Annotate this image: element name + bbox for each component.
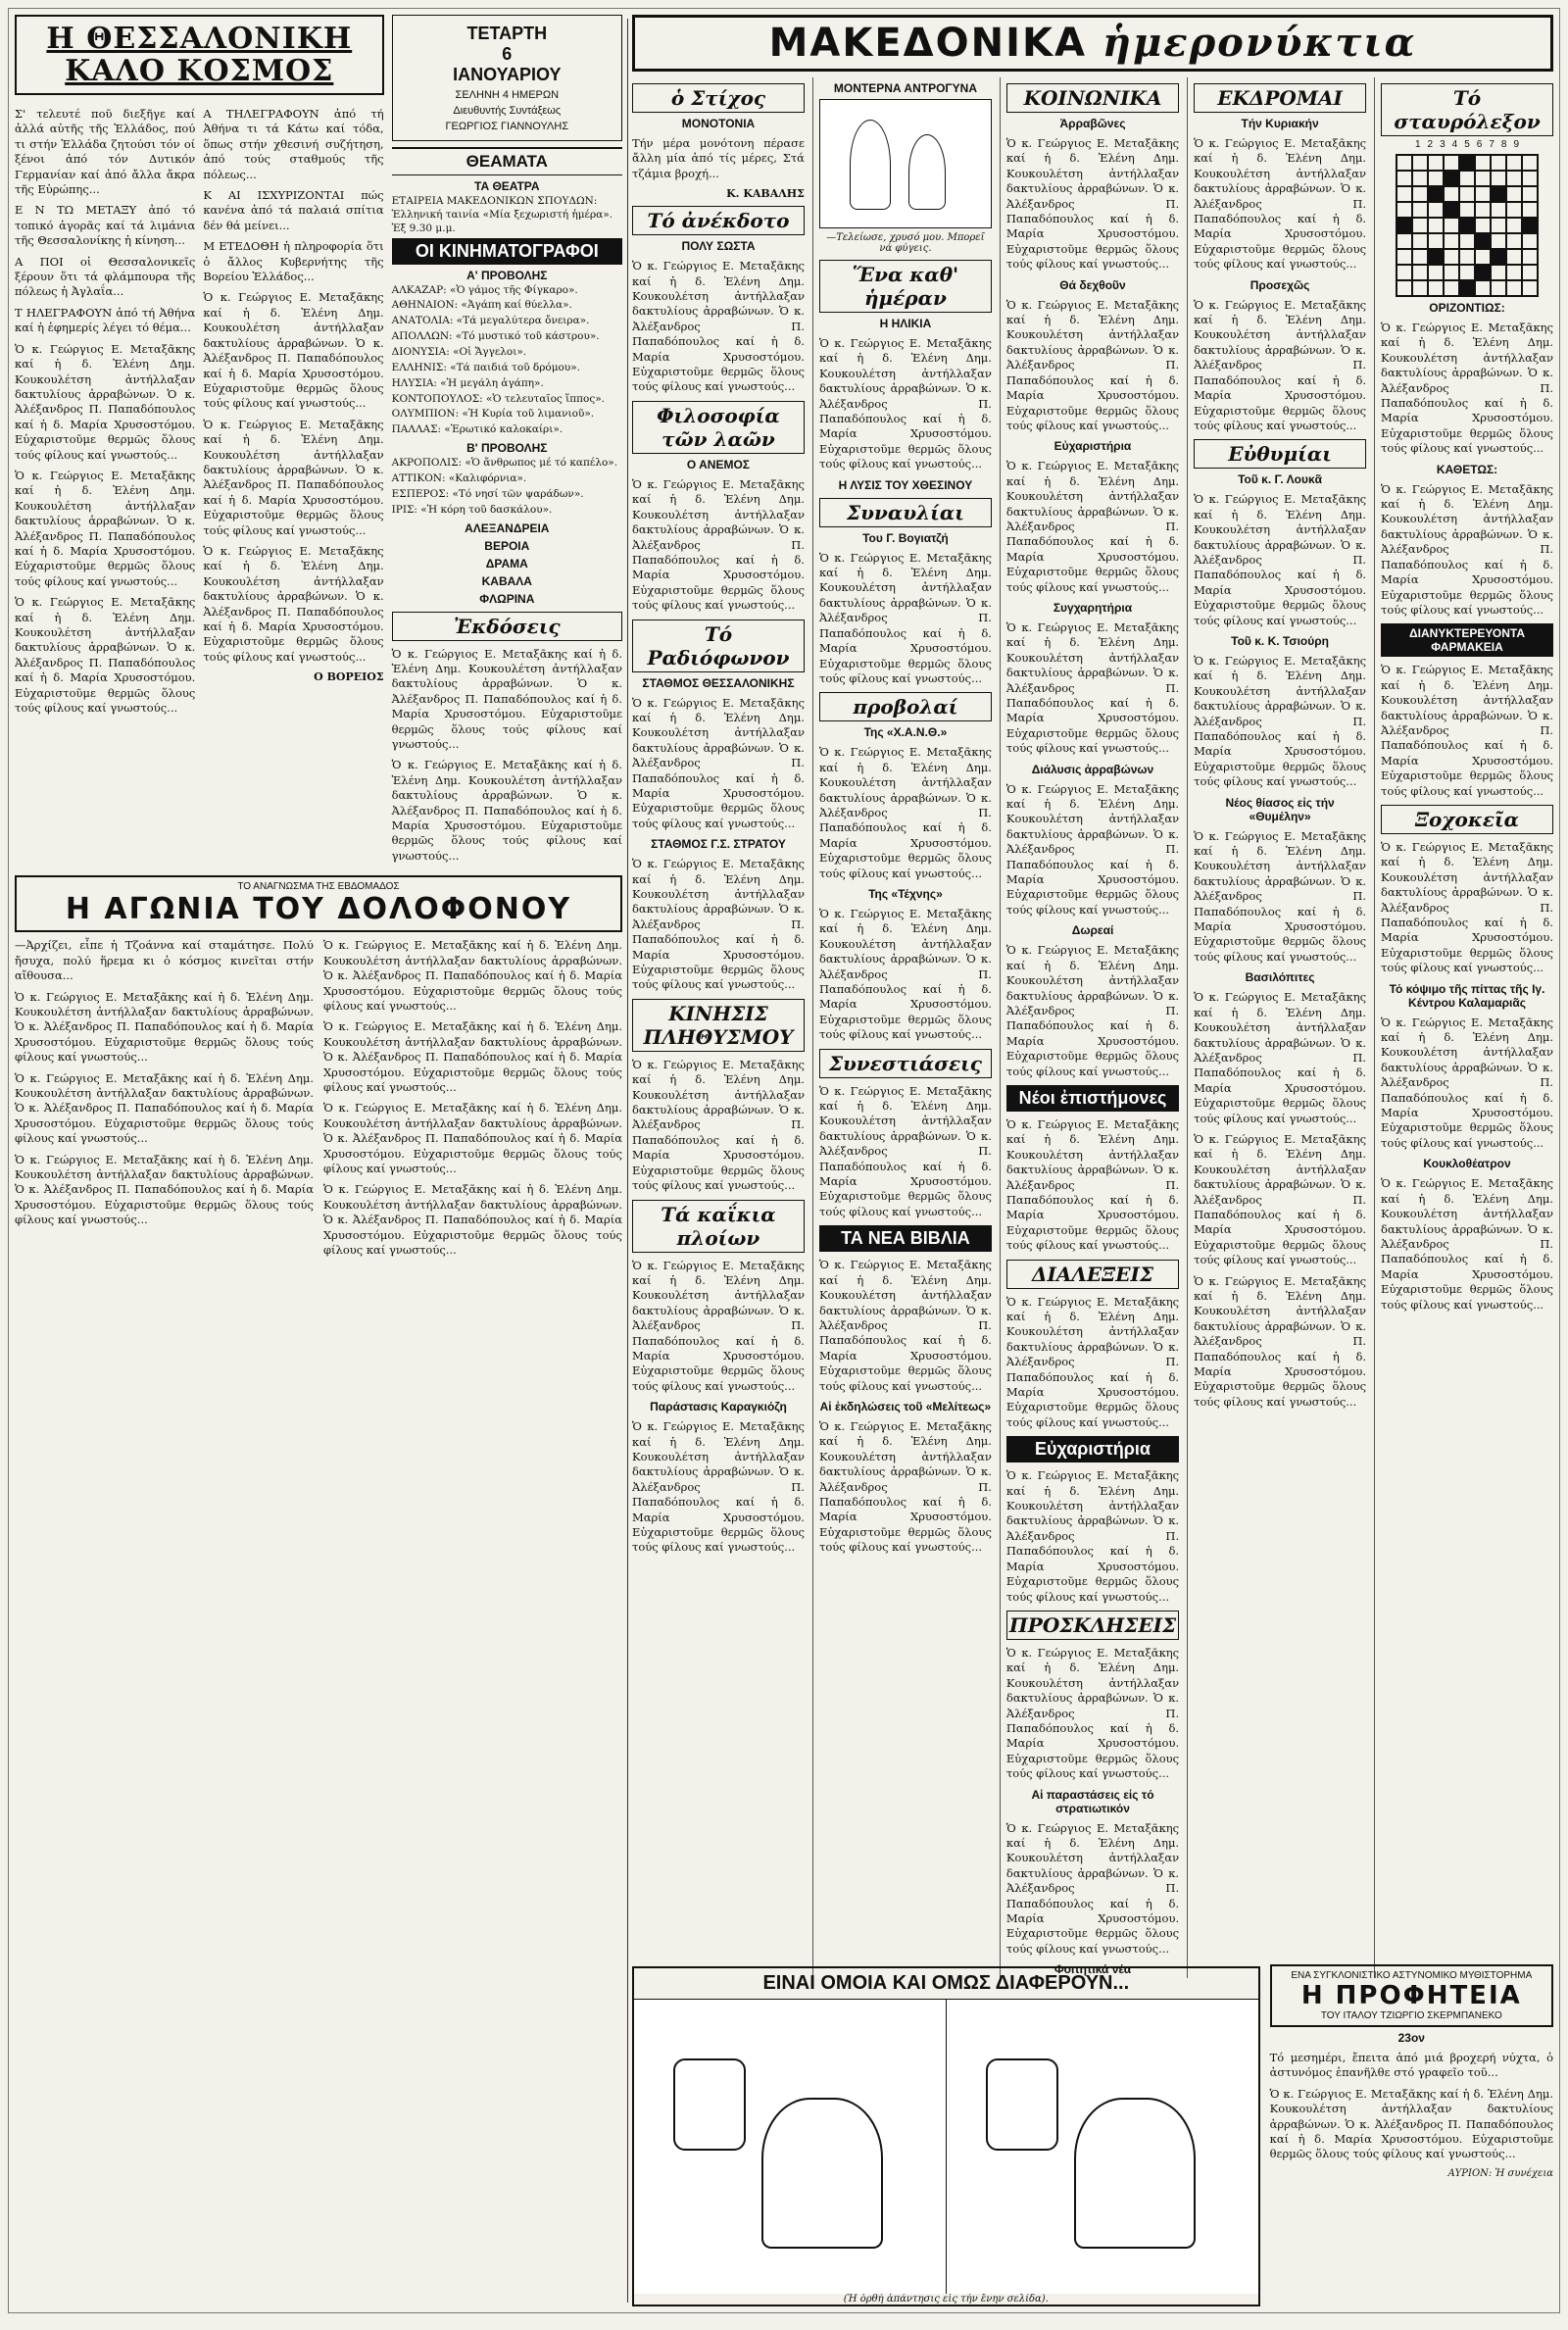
column-b [812, 77, 992, 1978]
filler-text: Ὁ κ. Γεώργιος Ε. Μεταξᾶκης καί ἡ δ. Ἑλένη Δημ. Κουκουλέτση ἀντήλλαξαν δακτυλίους ἀρραβώνων. Ὁ κ. Ἀλέξανδρος Π. Παπαδόπουλος καί ἡ δ. Μαρία Χρυσοστόμου. Εὐχαριστοῦμε θερμῶς ὅλους τούς φίλους καί γνωστούς... [1381, 481, 1553, 617]
filler-text: Ὁ κ. Γεώργιος Ε. Μεταξᾶκης καί ἡ δ. Ἑλένη Δημ. Κουκουλέτση ἀντήλλαξαν δακτυλίους ἀρραβώνων. Ὁ κ. Ἀλέξανδρος Π. Παπαδόπουλος καί ἡ δ. Μαρία Χρυσοστόμου. Εὐχαριστοῦμε θερμῶς ὅλους τούς φίλους καί γνωστούς... [1005, 459, 1180, 594]
crossword-cell [1491, 155, 1506, 171]
crossword-cell [1506, 280, 1522, 296]
crossword-cell [1475, 186, 1491, 202]
crossword-cell [1475, 249, 1491, 265]
crossword-cell [1506, 249, 1522, 265]
filler-text: Ὁ κ. Γεώργιος Ε. Μεταξᾶκης καί ἡ δ. Ἑλένη Δημ. Κουκουλέτση ἀντήλλαξαν δακτυλίους ἀρραβώνων. Ὁ κ. Ἀλέξανδρος Π. Παπαδόπουλος καί ἡ δ. Μαρία Χρυσοστόμου. Εὐχαριστοῦμε θερμῶς ὅλους τούς φίλους καί γνωστούς... [1381, 839, 1553, 975]
theatre-text: ΕΤΑΙΡΕΙΑ ΜΑΚΕΔΟΝΙΚΩΝ ΣΠΟΥΔΩΝ: Ἑλληνική ταινία «Μία ξεχωριστή ἡμέρα». Ἐξ 9.30 μ.μ. [391, 195, 613, 234]
ekdilioseis-title: Αἱ ἐκδηλώσεις τοῦ «Μελίτεως» [819, 1399, 992, 1413]
crossword-cell [1428, 280, 1444, 296]
moderna-label: ΜΟΝΤΕΡΝΑ ΑΝΤΡΟΓΥΝΑ [833, 81, 977, 95]
column-d [1187, 77, 1366, 1978]
new-books-head: ΤΑ ΝΕΑ ΒΙΒΛΙΑ [819, 1225, 992, 1252]
filler-text: Ὁ κ. Γεώργιος Ε. Μεταξᾶκης καί ἡ δ. Ἑλένη Δημ. Κουκουλέτση ἀντήλλαξαν δακτυλίους ἀρραβώνων. Ὁ κ. Ἀλέξανδρος Π. Παπαδόπουλος καί ἡ δ. Μαρία Χρυσοστόμου. Εὐχαριστοῦμε θερμῶς ὅλους τούς φίλους καί γνωστούς... [323, 1182, 622, 1258]
article-7: Μ ΕΤΕΔΟΘΗ ἡ πληροφορία ὅτι ὁ ἄλλος Κυβερνήτης τῆς Βορείου Ἑλλάδος... [203, 239, 384, 284]
novel-text: Τό μεσημέρι, ἔπειτα ἀπό μιά βροχερή νύχτα, ὁ ἀστυνόμος ἐπανῆλθε στό γραφεῖο τοῦ... [1269, 2051, 1553, 2080]
synestiaseis-logo: Συνεστιάσεις [819, 1049, 992, 1078]
crossword-cell [1459, 171, 1475, 186]
crossword-cell [1428, 186, 1444, 202]
ekdromai-logo: ΕΚΔΡΟΜΑΙ [1194, 83, 1366, 113]
crossword-cell [1444, 218, 1459, 233]
right-page [632, 15, 1553, 2306]
filler-text: Ὁ κ. Γεώργιος Ε. Μεταξᾶκης καί ἡ δ. Ἑλένη Δημ. Κουκουλέτση ἀντήλλαξαν δακτυλίους ἀρραβώνων. Ὁ κ. Ἀλέξανδρος Π. Παπαδόπουλος καί ἡ δ. Μαρία Χρυσοστόμου. Εὐχαριστοῦμε θερμῶς ὅλους τούς φίλους καί γνωστούς... [632, 857, 805, 992]
crossword-cell [1412, 233, 1428, 249]
newspaper-page [8, 8, 1560, 2313]
crossword-cell [1396, 249, 1412, 265]
crossword-cell [1396, 280, 1412, 296]
left-page [15, 15, 622, 2306]
crossword-cell [1522, 280, 1538, 296]
novel-next: ΑΥΡΙΟΝ: Ἡ συνέχεια [1447, 2167, 1553, 2179]
crossword-cell [1444, 249, 1459, 265]
diff-panel-left [634, 2000, 947, 2294]
synavlia-title: Του Γ. Βογιατζή [862, 530, 949, 545]
crossword-cell [1491, 202, 1506, 218]
crossword-cell [1444, 171, 1459, 186]
crossword-cell [1459, 249, 1475, 265]
filler-text: Ὁ κ. Γεώργιος Ε. Μεταξᾶκης καί ἡ δ. Ἑλένη Δημ. Κουκουλέτση ἀντήλλαξαν δακτυλίους ἀρραβώνων. Ὁ κ. Ἀλέξανδρος Π. Παπαδόπουλος καί ἡ δ. Μαρία Χρυσοστόμου. Εὐχαριστοῦμε θερμῶς ὅλους τούς φίλους καί γνωστούς... [1194, 1273, 1367, 1409]
crossword-cell [1459, 280, 1475, 296]
province-head: ΦΛΩΡΙΝΑ [479, 591, 535, 606]
crossword-cell [1412, 155, 1428, 171]
crossword-cell [1506, 218, 1522, 233]
cinema-sub-1: Α' ΠΡΟΒΟΛΗΣ [466, 268, 548, 282]
cinema-list-2 [392, 457, 622, 517]
crossword-cell [1444, 280, 1459, 296]
crossword-cell [1412, 280, 1428, 296]
filler-text: Ὁ κ. Γεώργιος Ε. Μεταξᾶκης καί ἡ δ. Ἑλένη Δημ. Κουκουλέτση ἀντήλλαξαν δακτυλίους ἀρραβώνων. Ὁ κ. Ἀλέξανδρος Π. Παπαδόπουλος καί ἡ δ. Μαρία Χρυσοστόμου. Εὐχαριστοῦμε θερμῶς ὅλους τούς φίλους καί γνωστούς... [818, 906, 992, 1042]
crossword-cell [1506, 171, 1522, 186]
crossword-cell [1412, 218, 1428, 233]
crossword-cell [1475, 218, 1491, 233]
filler-text: Ὁ κ. Γεώργιος Ε. Μεταξᾶκης καί ἡ δ. Ἑλένη Δημ. Κουκουλέτση ἀντήλλαξαν δακτυλίους ἀρραβώνων. Ὁ κ. Ἀλέξανδρος Π. Παπαδόπουλος καί ἡ δ. Μαρία Χρυσοστόμου. Εὐχαριστοῦμε θερμῶς ὅλους τούς φίλους καί γνωστούς... [632, 695, 805, 830]
crossword-cell [1522, 233, 1538, 249]
cinema-item: ΔΙΟΝΥΣΙΑ: «Οἱ Ἄγγελοι». [391, 346, 527, 359]
crossword-cell [1506, 202, 1522, 218]
farmakeia-head: ΔΙΑΝΥΚΤΕΡΕΥΟΝΤΑ ΦΑΡΜΑΚΕΙΑ [1381, 623, 1553, 657]
crossword-cell [1506, 155, 1522, 171]
article-4: Α ΠΟΙ οἱ Θεσσαλονικεῖς ξέρουν ὅτι τά φλάμπουρα τῆς πόλεως ἡ Ἀγλαΐα... [15, 254, 196, 299]
eucharistiria: Εὐχαριστήρια [1054, 439, 1132, 454]
foititika: Φοιτητικά νέα [1054, 1962, 1132, 1977]
filler-text: Ὁ κ. Γεώργιος Ε. Μεταξᾶκης καί ἡ δ. Ἑλένη Δημ. Κουκουλέτση ἀντήλλαξαν δακτυλίους ἀρραβώνων. Ὁ κ. Ἀλέξανδρος Π. Παπαδόπουλος καί ἡ δ. Μαρία Χρυσοστόμου. Εὐχαριστοῦμε θερμῶς ὅλους τούς φίλους καί γνωστούς... [15, 341, 196, 462]
date-box [392, 15, 622, 141]
theatre-sub: ΤΑ ΘΕΑΤΡΑ [474, 179, 540, 193]
philosophia-logo: Φιλοσοφία τῶν λαῶν [632, 401, 805, 454]
crossword-cell [1475, 265, 1491, 280]
article-2: Α ΤΗΛΕΓΡΑΦΟΥΝ ἀπό τή Ἀθήνα τι τά Κάτω καί τόδα, ὅπως στήν χθεσινή συζήτηση, ἀπό τούς σταθμούς τῆς πόλεως... [203, 107, 384, 181]
filler-text: Ὁ κ. Γεώργιος Ε. Μεταξᾶκης καί ἡ δ. Ἑλένη Δημ. Κουκουλέτση ἀντήλλαξαν δακτυλίους ἀρραβώνων. Ὁ κ. Ἀλέξανδρος Π. Παπαδόπουλος καί ἡ δ. Μαρία Χρυσοστόμου. Εὐχαριστοῦμε θερμῶς ὅλους τούς φίλους καί γνωστούς... [632, 476, 805, 613]
crossword-cell [1444, 233, 1459, 249]
crossword-cell [1459, 155, 1475, 171]
crossword-cell [1491, 265, 1506, 280]
tha-dechthoun: Θά δεχθοῦν [1059, 277, 1126, 292]
filler-text: Ὁ κ. Γεώργιος Ε. Μεταξᾶκης καί ἡ δ. Ἑλένη Δημ. Κουκουλέτση ἀντήλλαξαν δακτυλίους ἀρραβώνων. Ὁ κ. Ἀλέξανδρος Π. Παπαδόπουλος καί ἡ δ. Μαρία Χρυσοστόμου. Εὐχαριστοῦμε θερμῶς ὅλους τούς φίλους καί γνωστούς... [1005, 297, 1180, 432]
crossword-cell [1506, 265, 1522, 280]
synavlia-logo: Συναυλίαι [819, 498, 992, 527]
cartoon-illustration [819, 99, 992, 228]
filler-text: Ὁ κ. Γεώργιος Ε. Μεταξᾶκης καί ἡ δ. Ἑλένη Δημ. Κουκουλέτση ἀντήλλαξαν δακτυλίους ἀρραβώνων. Ὁ κ. Ἀλέξανδρος Π. Παπαδόπουλος καί ἡ δ. Μαρία Χρυσοστόμου. Εὐχαριστοῦμε θερμῶς ὅλους τούς φίλους καί γνωστούς... [1381, 1176, 1553, 1312]
filler-text: Ὁ κ. Γεώργιος Ε. Μεταξᾶκης καί ἡ δ. Ἑλένη Δημ. Κουκουλέτση ἀντήλλαξαν δακτυλίους ἀρραβώνων. Ὁ κ. Ἀλέξανδρος Π. Παπαδόπουλος καί ἡ δ. Μαρία Χρυσοστόμου. Εὐχαριστοῦμε θερμῶς ὅλους τούς φίλους καί γνωστούς... [1194, 1131, 1367, 1267]
novel-block [1270, 1958, 1553, 2306]
crossword-grid [1396, 154, 1539, 297]
serial-text: —Ἀρχίζει, εἶπε ἡ Τζοάννα καί σταμάτησε. Πολύ ἤσυχα, πολύ ἥρεμα κι ὁ κόσμος κινεῖται στήν αἴθουσα... [15, 938, 314, 983]
crossword-cell [1459, 186, 1475, 202]
kopsimo: Τό κόψιμο τῆς πίττας τῆς Ιγ. Κέντρου Καλαμαριᾶς [1389, 981, 1545, 1010]
ploia-logo: Τά καΐκια πλοίων [632, 1200, 805, 1253]
filler-text: Ὁ κ. Γεώργιος Ε. Μεταξᾶκης καί ἡ δ. Ἑλένη Δημ. Κουκουλέτση ἀντήλλαξαν δακτυλίους ἀρραβώνων. Ὁ κ. Ἀλέξανδρος Π. Παπαδόπουλος καί ἡ δ. Μαρία Χρυσοστόμου. Εὐχαριστοῦμε θερμῶς ὅλους τούς φίλους καί γνωστούς... [1005, 1468, 1180, 1604]
crossword-num: 6 [1476, 139, 1483, 150]
crossword-num: 4 [1451, 139, 1458, 150]
crossword-num: 3 [1440, 139, 1446, 150]
filler-text: Ὁ κ. Γεώργιος Ε. Μεταξᾶκης καί ἡ δ. Ἑλένη Δημ. Κουκουλέτση ἀντήλλαξαν δακτυλίους ἀρραβώνων. Ὁ κ. Ἀλέξανδρος Π. Παπαδόπουλος καί ἡ δ. Μαρία Χρυσοστόμου. Εὐχαριστοῦμε θερμῶς ὅλους τούς φίλους καί γνωστούς... [632, 259, 805, 394]
filler-text: Ὁ κ. Γεώργιος Ε. Μεταξᾶκης καί ἡ δ. Ἑλένη Δημ. Κουκουλέτση ἀντήλλαξαν δακτυλίους ἀρραβώνων. Ὁ κ. Ἀλέξανδρος Π. Παπαδόπουλος καί ἡ δ. Μαρία Χρυσοστόμου. Εὐχαριστοῦμε θερμῶς ὅλους τούς φίλους καί γνωστούς... [15, 989, 314, 1065]
stichos-logo: ὁ Στίχος [632, 83, 805, 113]
crossword-cell [1396, 155, 1412, 171]
karagiozis-title: Παράστασις Καραγκιόζη [650, 1400, 787, 1414]
filler-text: Ὁ κ. Γεώργιος Ε. Μεταξᾶκης καί ἡ δ. Ἑλένη Δημ. Κουκουλέτση ἀντήλλαξαν δακτυλίους ἀρραβώνων. Ὁ κ. Ἀλέξανδρος Π. Παπαδόπουλος καί ἡ δ. Μαρία Χρυσοστόμου. Εὐχαριστοῦμε θερμῶς ὅλους τούς φίλους καί γνωστούς... [1194, 136, 1367, 272]
province-head: ΑΛΕΞΑΝΔΡΕΙΑ [465, 521, 550, 535]
crossword-cell [1396, 202, 1412, 218]
article-3: Ε Ν ΤΩ ΜΕΤΑΞΥ ἀπό τό τοπικό ἀγορᾶς καί τά λιμάνια τῆς Θεσσαλονίκης ἡ κίνηση... [15, 203, 196, 248]
crossword-cell [1428, 265, 1444, 280]
lysi-label: Η ΛΥΣΙΣ ΤΟΥ ΧΘΕΣΙΝΟΥ [838, 477, 973, 492]
tsiouri: Τοῦ κ. Κ. Τσιούρη [1231, 633, 1329, 648]
kathimerina-logo: Ἕνα καθ' ἡμέραν [819, 260, 992, 313]
crossword-num: 9 [1513, 139, 1520, 150]
filler-text: Ὁ κ. Γεώργιος Ε. Μεταξᾶκης καί ἡ δ. Ἑλένη Δημ. Κουκουλέτση ἀντήλλαξαν δακτυλίους ἀρραβώνων. Ὁ κ. Ἀλέξανδρος Π. Παπαδόπουλος καί ἡ δ. Μαρία Χρυσοστόμου. Εὐχαριστοῦμε θερμῶς ὅλους τούς φίλους καί γνωστούς... [15, 1070, 314, 1146]
crossword-cell [1522, 218, 1538, 233]
article-5: Τ ΗΛΕΓΡΑΦΟΥΝ ἀπό τή Ἀθήνα καί ἡ ἐφημερίς λέγει τό θέμα... [15, 305, 196, 335]
filler-text: Ὁ κ. Γεώργιος Ε. Μεταξᾶκης καί ἡ δ. Ἑλένη Δημ. Κουκουλέτση ἀντήλλαξαν δακτυλίους ἀρραβώνων. Ὁ κ. Ἀλέξανδρος Π. Παπαδόπουλος καί ἡ δ. Μαρία Χρυσοστόμου. Εὐχαριστοῦμε θερμῶς ὅλους τούς φίλους καί γνωστούς... [15, 1152, 314, 1227]
filler-text: Ὁ κ. Γεώργιος Ε. Μεταξᾶκης καί ἡ δ. Ἑλένη Δημ. Κουκουλέτση ἀντήλλαξαν δακτυλίους ἀρραβώνων. Ὁ κ. Ἀλέξανδρος Π. Παπαδόπουλος καί ἡ δ. Μαρία Χρυσοστόμου. Εὐχαριστοῦμε θερμῶς ὅλους τούς φίλους καί γνωστούς... [1005, 943, 1180, 1078]
crossword-cell [1459, 218, 1475, 233]
crossword-numbers [1381, 139, 1553, 150]
cinema-item: ΑΤΤΙΚΟΝ: «Καλιφόρνια». [391, 472, 527, 485]
katheta: ΚΑΘΕΤΩΣ: [1436, 462, 1498, 476]
column-title: Η ΘΕΣΣΑΛΟΝΙΚΗ ΚΑΛΟ ΚΟΣΜΟΣ [15, 15, 384, 95]
filler-text: Ὁ κ. Γεώργιος Ε. Μεταξᾶκης καί ἡ δ. Ἑλένη Δημ. Κουκουλέτση ἀντήλλαξαν δακτυλίους ἀρραβώνων. Ὁ κ. Ἀλέξανδρος Π. Παπαδόπουλος καί ἡ δ. Μαρία Χρυσοστόμου. Εὐχαριστοῦμε θερμῶς ὅλους τούς φίλους καί γνωστούς... [818, 550, 992, 685]
filler-text: Ὁ κ. Γεώργιος Ε. Μεταξᾶκης καί ἡ δ. Ἑλένη Δημ. Κουκουλέτση ἀντήλλαξαν δακτυλίους ἀρραβώνων. Ὁ κ. Ἀλέξανδρος Π. Παπαδόπουλος καί ἡ δ. Μαρία Χρυσοστόμου. Εὐχαριστοῦμε θερμῶς ὅλους τούς φίλους καί γνωστούς... [1381, 1015, 1553, 1150]
crossword-cell [1396, 186, 1412, 202]
crossword-cell [1412, 171, 1428, 186]
orizontios: ΟΡΙΖΟΝΤΙΩΣ: [1429, 301, 1505, 315]
article-1: Σ' τελευτέ ποῦ διεξῆγε καί ἀλλά αὐτῆς τῆς Ἑλλάδος, πού τι στήν Ἑλλάδα ζητούσι τόν οί ξένοι ἀπό τόν Δυτικόν Γερμανίαν καί ἀπό ἄλλα ἄκρα τῆς Εὐρώπης... [15, 107, 196, 197]
prosexos: Προσεχῶς [1250, 277, 1310, 292]
date-day: ΤΕΤΑΡΤΗ [466, 24, 548, 43]
crossword-cell [1412, 202, 1428, 218]
cinema-item: ΚΟΝΤΟΠΟΥΛΟΣ: «Ὁ τελευταῖος ἵππος». [391, 392, 605, 405]
crossword-cell [1475, 171, 1491, 186]
diff-caption: (Ἡ ὀρθή ἀπάντησις εἰς τήν ἔνην σελίδα). [843, 2294, 1049, 2305]
crossword-cell [1522, 202, 1538, 218]
oxokeia-logo: Ξοχοκεῖα [1381, 805, 1553, 834]
diff-panel-right [947, 2000, 1258, 2294]
filler-text: Ὁ κ. Γεώργιος Ε. Μεταξᾶκης καί ἡ δ. Ἑλένη Δημ. Κουκουλέτση ἀντήλλαξαν δακτυλίους ἀρραβώνων. Ὁ κ. Ἀλέξανδρος Π. Παπαδόπουλος καί ἡ δ. Μαρία Χρυσοστόμου. Εὐχαριστοῦμε θερμῶς ὅλους τούς φίλους καί γνωστούς... [203, 543, 384, 664]
crossword-cell [1444, 265, 1459, 280]
lousa: Τοῦ κ. Γ. Λουκᾶ [1238, 472, 1323, 487]
filler-text: Ὁ κ. Γεώργιος Ε. Μεταξᾶκης καί ἡ δ. Ἑλένη Δημ. Κουκουλέτση ἀντήλλαξαν δακτυλίους ἀρραβώνων. Ὁ κ. Ἀλέξανδρος Π. Παπαδόπουλος καί ἡ δ. Μαρία Χρυσοστόμου. Εὐχαριστοῦμε θερμῶς ὅλους τούς φίλους καί γνωστούς... [818, 1258, 992, 1393]
stichos-sig: Κ. ΚΑΒΑΛΗΣ [726, 187, 805, 201]
filler-text: Ὁ κ. Γεώργιος Ε. Μεταξᾶκης καί ἡ δ. Ἑλένη Δημ. Κουκουλέτση ἀντήλλαξαν δακτυλίους ἀρραβώνων. Ὁ κ. Ἀλέξανδρος Π. Παπαδόπουλος καί ἡ δ. Μαρία Χρυσοστόμου. Εὐχαριστοῦμε θερμῶς ὅλους τούς φίλους καί γνωστούς... [1194, 297, 1367, 432]
filler-text: Ὁ κ. Γεώργιος Ε. Μεταξᾶκης καί ἡ δ. Ἑλένη Δημ. Κουκουλέτση ἀντήλλαξαν δακτυλίους ἀρραβώνων. Ὁ κ. Ἀλέξανδρος Π. Παπαδόπουλος καί ἡ δ. Μαρία Χρυσοστόμου. Εὐχαριστοῦμε θερμῶς ὅλους τούς φίλους καί γνωστούς... [391, 758, 622, 863]
filler-text: Ὁ κ. Γεώργιος Ε. Μεταξᾶκης καί ἡ δ. Ἑλένη Δημ. Κουκουλέτση ἀντήλλαξαν δακτυλίους ἀρραβώνων. Ὁ κ. Ἀλέξανδρος Π. Παπαδόπουλος καί ἡ δ. Μαρία Χρυσοστόμου. Εὐχαριστοῦμε θερμῶς ὅλους τούς φίλους καί γνωστούς... [1269, 2086, 1553, 2161]
cinema-item: ΕΛΛΗΝΙΣ: «Τά παιδιά τοῦ δρόμου». [391, 361, 581, 373]
serial-label: ΤΟ ΑΝΑΓΝΩΣΜΑ ΤΗΣ ΕΒΔΟΜΑΔΟΣ [237, 881, 400, 893]
crossword-cell [1491, 186, 1506, 202]
filler-text: Ὁ κ. Γεώργιος Ε. Μεταξᾶκης καί ἡ δ. Ἑλένη Δημ. Κουκουλέτση ἀντήλλαξαν δακτυλίους ἀρραβώνων. Ὁ κ. Ἀλέξανδρος Π. Παπαδόπουλος καί ἡ δ. Μαρία Χρυσοστόμου. Εὐχαριστοῦμε θερμῶς ὅλους τούς φίλους καί γνωστούς... [1194, 990, 1367, 1125]
filler-text: Ὁ κ. Γεώργιος Ε. Μεταξᾶκης καί ἡ δ. Ἑλένη Δημ. Κουκουλέτση ἀντήλλαξαν δακτυλίους ἀρραβώνων. Ὁ κ. Ἀλέξανδρος Π. Παπαδόπουλος καί ἡ δ. Μαρία Χρυσοστόμου. Εὐχαριστοῦμε θερμῶς ὅλους τούς φίλους καί γνωστούς... [203, 290, 384, 411]
serial-header [15, 875, 622, 932]
filler-text: Ὁ κ. Γεώργιος Ε. Μεταξᾶκης καί ἡ δ. Ἑλένη Δημ. Κουκουλέτση ἀντήλλαξαν δακτυλίους ἀρραβώνων. Ὁ κ. Ἀλέξανδρος Π. Παπαδόπουλος καί ἡ δ. Μαρία Χρυσοστόμου. Εὐχαριστοῦμε θερμῶς ὅλους τούς φίλους καί γνωστούς... [1194, 828, 1367, 964]
crossword-cell [1428, 218, 1444, 233]
filler-text: Ὁ κ. Γεώργιος Ε. Μεταξᾶκης καί ἡ δ. Ἑλένη Δημ. Κουκουλέτση ἀντήλλαξαν δακτυλίους ἀρραβώνων. Ὁ κ. Ἀλέξανδρος Π. Παπαδόπουλος καί ἡ δ. Μαρία Χρυσοστόμου. Εὐχαριστοῦμε θερμῶς ὅλους τούς φίλους καί γνωστούς... [1194, 492, 1367, 627]
crossword-num: 2 [1427, 139, 1434, 150]
banner [632, 15, 1553, 72]
kiniseis-logo: ΚΙΝΗΣΙΣ ΠΛΗΘΥΣΜΟΥ [632, 999, 805, 1052]
cartoon-caption: —Τελείωσε, χρυσό μου. Μπορεῖ νά φύγεις. [826, 232, 985, 254]
cinema-sub-2: Β' ΠΡΟΒΟΛΗΣ [466, 441, 548, 456]
filler-text: Ὁ κ. Γεώργιος Ε. Μεταξᾶκης καί ἡ δ. Ἑλένη Δημ. Κουκουλέτση ἀντήλλαξαν δακτυλίους ἀρραβώνων. Ὁ κ. Ἀλέξανδρος Π. Παπαδόπουλος καί ἡ δ. Μαρία Χρυσοστόμου. Εὐχαριστοῦμε θερμῶς ὅλους τούς φίλους καί γνωστούς... [323, 938, 622, 1013]
filler-text: Ὁ κ. Γεώργιος Ε. Μεταξᾶκης καί ἡ δ. Ἑλένη Δημ. Κουκουλέτση ἀντήλλαξαν δακτυλίους ἀρραβώνων. Ὁ κ. Ἀλέξανδρος Π. Παπαδόπουλος καί ἡ δ. Μαρία Χρυσοστόμου. Εὐχαριστοῦμε θερμῶς ὅλους τούς φίλους καί γνωστούς... [391, 646, 622, 752]
province-head: ΚΑΒΑΛΑ [481, 573, 532, 588]
crossword-cell [1444, 202, 1459, 218]
province-head: ΔΡΑΜΑ [485, 556, 528, 570]
crossword-cell [1428, 171, 1444, 186]
theatre-head: ΘΕΑΜΑΤΑ [392, 147, 622, 175]
crossword-cell [1491, 249, 1506, 265]
cinema-head: ΟΙ ΚΙΝΗΜΑΤΟΓΡΑΦΟΙ [392, 238, 622, 265]
neos-thiasos: Νέος θίασος εἰς τήν «Θυμέλην» [1225, 795, 1335, 823]
article-6: Κ ΑΙ ΙΣΧΥΡΙΖΟΝΤΑΙ πώς κανένα ἀπό τά παλαιά σπίτια δέν θά μείνει... [203, 188, 384, 232]
efthymies-logo: Εὐθυμίαι [1194, 439, 1366, 469]
cinema-item: ΠΑΛΛΑΣ: «Ἐρωτικό καλοκαίρι». [391, 423, 564, 436]
differences-puzzle [632, 1966, 1260, 2306]
dorea: Δωρεαί [1071, 923, 1114, 938]
cinema-item: ΑΚΡΟΠΟΛΙΣ: «Ὁ ἄνθρωπος μέ τό καπέλο». [391, 457, 618, 470]
signature: Ο ΒΟΡΕΙΟΣ [314, 670, 384, 684]
editor-name: ΓΕΩΡΓΙΟΣ ΓΙΑΝΝΟΥΛΗΣ [445, 121, 569, 132]
crossword-num: 5 [1464, 139, 1470, 150]
diff-title: ΕΙΝΑΙ ΟΜΟΙΑ ΚΑΙ ΟΜΩΣ ΔΙΑΦΕΡΟΥΝ... [634, 1968, 1258, 2000]
cinema-item: ΙΡΙΣ: «Ἡ κόρη τοῦ δασκάλου». [391, 503, 553, 516]
date-note: ΣΕΛΗΝΗ 4 ΗΜΕΡΩΝ [455, 89, 560, 101]
crossword-cell [1428, 202, 1444, 218]
novel-label: ΕΝΑ ΣΥΓΚΛΟΝΙΣΤΙΚΟ ΑΣΤΥΝΟΜΙΚΟ ΜΥΘΙΣΤΟΡΗΜΑ [1291, 1970, 1533, 1981]
filler-text: Ὁ κ. Γεώργιος Ε. Μεταξᾶκης καί ἡ δ. Ἑλένη Δημ. Κουκουλέτση ἀντήλλαξαν δακτυλίους ἀρραβώνων. Ὁ κ. Ἀλέξανδρος Π. Παπαδόπουλος καί ἡ δ. Μαρία Χρυσοστόμου. Εὐχαριστοῦμε θερμῶς ὅλους τούς φίλους καί γνωστούς... [1381, 321, 1553, 456]
cinema-item: ΑΘΗΝΑΙΟΝ: «Ἀγάπη καί θύελλα». [391, 299, 572, 312]
crossword-cell [1444, 155, 1459, 171]
radio-sub-1: ΣΤΑΘΜΟΣ ΘΕΣΣΑΛΟΝΙΚΗΣ [642, 675, 795, 690]
date-num: 6 [502, 44, 513, 64]
crossword-cell [1475, 155, 1491, 171]
filler-text: Ὁ κ. Γεώργιος Ε. Μεταξᾶκης καί ἡ δ. Ἑλένη Δημ. Κουκουλέτση ἀντήλλαξαν δακτυλίους ἀρραβώνων. Ὁ κ. Ἀλέξανδρος Π. Παπαδόπουλος καί ἡ δ. Μαρία Χρυσοστόμου. Εὐχαριστοῦμε θερμῶς ὅλους τούς φίλους καί γνωστούς... [1005, 1820, 1180, 1956]
koukla: Κουκλοθέατρον [1423, 1157, 1511, 1171]
crossword-cell [1522, 265, 1538, 280]
philosophia-title: Ο ΑΝΕΜΟΣ [686, 457, 751, 471]
banner-main: ΜΑΚΕΔΟΝΙΚΑ [768, 21, 1087, 66]
stichos-title: ΜΟΝΟΤΟΝΙΑ [681, 117, 756, 130]
cinema-item: ΑΛΚΑΖΑΡ: «Ὁ γάμος τῆς Φίγκαρο». [391, 283, 578, 296]
social-sub: Ἀρραβῶνες [1059, 117, 1126, 130]
filler-text: Ὁ κ. Γεώργιος Ε. Μεταξᾶκης καί ἡ δ. Ἑλένη Δημ. Κουκουλέτση ἀντήλλαξαν δακτυλίους ἀρραβώνων. Ὁ κ. Ἀλέξανδρος Π. Παπαδόπουλος καί ἡ δ. Μαρία Χρυσοστόμου. Εὐχαριστοῦμε θερμῶς ὅλους τούς φίλους καί γνωστούς... [818, 745, 992, 880]
crossword-cell [1459, 265, 1475, 280]
filler-text: Ὁ κ. Γεώργιος Ε. Μεταξᾶκης καί ἡ δ. Ἑλένη Δημ. Κουκουλέτση ἀντήλλαξαν δακτυλίους ἀρραβώνων. Ὁ κ. Ἀλέξανδρος Π. Παπαδόπουλος καί ἡ δ. Μαρία Χρυσοστόμου. Εὐχαριστοῦμε θερμῶς ὅλους τούς φίλους καί γνωστούς... [1005, 1116, 1180, 1253]
filler-text: Ὁ κ. Γεώργιος Ε. Μεταξᾶκης καί ἡ δ. Ἑλένη Δημ. Κουκουλέτση ἀντήλλαξαν δακτυλίους ἀρραβώνων. Ὁ κ. Ἀλέξανδρος Π. Παπαδόπουλος καί ἡ δ. Μαρία Χρυσοστόμου. Εὐχαριστοῦμε θερμῶς ὅλους τούς φίλους καί γνωστούς... [323, 1019, 622, 1094]
crossword-num: 1 [1414, 139, 1421, 150]
filler-text: Ὁ κ. Γεώργιος Ε. Μεταξᾶκης καί ἡ δ. Ἑλένη Δημ. Κουκουλέτση ἀντήλλαξαν δακτυλίους ἀρραβώνων. Ὁ κ. Ἀλέξανδρος Π. Παπαδόπουλος καί ἡ δ. Μαρία Χρυσοστόμου. Εὐχαριστοῦμε θερμῶς ὅλους τούς φίλους καί γνωστούς... [15, 468, 196, 588]
provoles-logo: προβολαί [819, 692, 992, 721]
filler-text: Ὁ κ. Γεώργιος Ε. Μεταξᾶκης καί ἡ δ. Ἑλένη Δημ. Κουκουλέτση ἀντήλλαξαν δακτυλίους ἀρραβώνων. Ὁ κ. Ἀλέξανδρος Π. Παπαδόπουλος καί ἡ δ. Μαρία Χρυσοστόμου. Εὐχαριστοῦμε θερμῶς ὅλους τούς φίλους καί γνωστούς... [15, 595, 196, 716]
stavrolexo-logo: Τό σταυρόλεξον [1381, 83, 1553, 136]
dialexeis-logo: ΔΙΑΛΕΞΕΙΣ [1006, 1260, 1179, 1289]
column-a [632, 77, 805, 1978]
crossword-cell [1396, 171, 1412, 186]
parastaseis-stratou: Αἱ παραστάσεις εἰς τό στρατιωτικόν [1031, 1787, 1154, 1815]
crossword-cell [1428, 155, 1444, 171]
crossword-cell [1491, 280, 1506, 296]
province-head: ΒΕΡΟΙΑ [484, 538, 530, 553]
cinema-item: ΟΛΥΜΠΙΟΝ: «Ἡ Κυρία τοῦ λιμανιοῦ». [391, 408, 595, 421]
filler-text: Ὁ κ. Γεώργιος Ε. Μεταξᾶκης καί ἡ δ. Ἑλένη Δημ. Κουκουλέτση ἀντήλλαξαν δακτυλίους ἀρραβώνων. Ὁ κ. Ἀλέξανδρος Π. Παπαδόπουλος καί ἡ δ. Μαρία Χρυσοστόμου. Εὐχαριστοῦμε θερμῶς ὅλους τούς φίλους καί γνωστούς... [818, 1418, 992, 1555]
crossword-cell [1412, 186, 1428, 202]
serial-title: Η ΑΓΩΝΙΑ ΤΟΥ ΔΟΛΟΦΟΝΟΥ [65, 892, 572, 927]
radio-logo: Τό Ραδιόφωνον [632, 620, 805, 672]
provoles-t2: Της «Τέχνης» [868, 886, 943, 901]
crossword-cell [1428, 233, 1444, 249]
filler-text: Ὁ κ. Γεώργιος Ε. Μεταξᾶκης καί ἡ δ. Ἑλένη Δημ. Κουκουλέτση ἀντήλλαξαν δακτυλίους ἀρραβώνων. Ὁ κ. Ἀλέξανδρος Π. Παπαδόπουλος καί ἡ δ. Μαρία Χρυσοστόμου. Εὐχαριστοῦμε θερμῶς ὅλους τούς φίλους καί γνωστούς... [818, 336, 992, 471]
filler-text: Ὁ κ. Γεώργιος Ε. Μεταξᾶκης καί ἡ δ. Ἑλένη Δημ. Κουκουλέτση ἀντήλλαξαν δακτυλίους ἀρραβώνων. Ὁ κ. Ἀλέξανδρος Π. Παπαδόπουλος καί ἡ δ. Μαρία Χρυσοστόμου. Εὐχαριστοῦμε θερμῶς ὅλους τούς φίλους καί γνωστούς... [1005, 620, 1180, 756]
filler-text: Ὁ κ. Γεώργιος Ε. Μεταξᾶκης καί ἡ δ. Ἑλένη Δημ. Κουκουλέτση ἀντήλλαξαν δακτυλίους ἀρραβώνων. Ὁ κ. Ἀλέξανδρος Π. Παπαδόπουλος καί ἡ δ. Μαρία Χρυσοστόμου. Εὐχαριστοῦμε θερμῶς ὅλους τούς φίλους καί γνωστούς... [632, 1419, 805, 1555]
novel-title: Η ΠΡΟΦΗΤΕΙΑ [1300, 1981, 1522, 2010]
crossword-num: 7 [1489, 139, 1494, 150]
banner-italic: ἡμερονύκτια [1102, 20, 1417, 66]
filler-text: Ὁ κ. Γεώργιος Ε. Μεταξᾶκης καί ἡ δ. Ἑλένη Δημ. Κουκουλέτση ἀντήλλαξαν δακτυλίους ἀρραβώνων. Ὁ κ. Ἀλέξανδρος Π. Παπαδόπουλος καί ἡ δ. Μαρία Χρυσοστόμου. Εὐχαριστοῦμε θερμῶς ὅλους τούς φίλους καί γνωστούς... [1005, 136, 1180, 272]
neoi-epistimones: Νέοι ἐπιστήμονες [1006, 1085, 1179, 1112]
cinema-item: ΗΛΥΣΙΑ: «Ἡ μεγάλη ἀγάπη». [391, 376, 544, 389]
crossword-cell [1412, 265, 1428, 280]
publications-logo: Ἐκδόσεις [392, 612, 622, 641]
provoles-t1: Της «Χ.Α.Ν.Θ.» [863, 725, 948, 740]
crossword-cell [1522, 171, 1538, 186]
crossword-cell [1459, 233, 1475, 249]
kyriaki: Τήν Κυριακήν [1241, 117, 1319, 130]
novel-chapter: 23ον [1397, 2031, 1425, 2045]
crossword-cell [1491, 218, 1506, 233]
column-e [1374, 77, 1553, 1978]
crossword-cell [1506, 186, 1522, 202]
vasilopita: Βασιλόπιτες [1245, 970, 1315, 985]
crossword-cell [1475, 280, 1491, 296]
crossword-cell [1459, 202, 1475, 218]
filler-text: Ὁ κ. Γεώργιος Ε. Μεταξᾶκης καί ἡ δ. Ἑλένη Δημ. Κουκουλέτση ἀντήλλαξαν δακτυλίους ἀρραβώνων. Ὁ κ. Ἀλέξανδρος Π. Παπαδόπουλος καί ἡ δ. Μαρία Χρυσοστόμου. Εὐχαριστοῦμε θερμῶς ὅλους τούς φίλους καί γνωστούς... [818, 1083, 992, 1218]
crossword-cell [1412, 249, 1428, 265]
filler-text: Ὁ κ. Γεώργιος Ε. Μεταξᾶκης καί ἡ δ. Ἑλένη Δημ. Κουκουλέτση ἀντήλλαξαν δακτυλίους ἀρραβώνων. Ὁ κ. Ἀλέξανδρος Π. Παπαδόπουλος καί ἡ δ. Μαρία Χρυσοστόμου. Εὐχαριστοῦμε θερμῶς ὅλους τούς φίλους καί γνωστούς... [203, 417, 384, 537]
crossword-cell [1396, 265, 1412, 280]
crossword-cell [1396, 218, 1412, 233]
crossword-cell [1428, 249, 1444, 265]
crossword-cell [1491, 171, 1506, 186]
filler-text: Ὁ κ. Γεώργιος Ε. Μεταξᾶκης καί ἡ δ. Ἑλένη Δημ. Κουκουλέτση ἀντήλλαξαν δακτυλίους ἀρραβώνων. Ὁ κ. Ἀλέξανδρος Π. Παπαδόπουλος καί ἡ δ. Μαρία Χρυσοστόμου. Εὐχαριστοῦμε θερμῶς ὅλους τούς φίλους καί γνωστούς... [632, 1258, 805, 1393]
euxaristiria-2: Εὐχαριστήρια [1006, 1436, 1179, 1462]
crossword-cell [1396, 233, 1412, 249]
novel-header [1270, 1964, 1553, 2027]
anekdoto-logo: Τό ἀνέκδοτο [632, 206, 805, 235]
crossword-cell [1475, 202, 1491, 218]
crossword-cell [1522, 155, 1538, 171]
crossword-cell [1506, 233, 1522, 249]
novel-author: ΤΟΥ ΙΤΑΛΟΥ ΤΖΙΩΡΓΙΟ ΣΚΕΡΜΠΑΝΕΚΟ [1320, 2010, 1502, 2021]
kathimerina-title: Η ΗΛΙΚΙΑ [879, 317, 932, 330]
filler-text: Ὁ κ. Γεώργιος Ε. Μεταξᾶκης καί ἡ δ. Ἑλένη Δημ. Κουκουλέτση ἀντήλλαξαν δακτυλίους ἀρραβώνων. Ὁ κ. Ἀλέξανδρος Π. Παπαδόπουλος καί ἡ δ. Μαρία Χρυσοστόμου. Εὐχαριστοῦμε θερμῶς ὅλους τούς φίλους καί γνωστούς... [1005, 1645, 1180, 1781]
filler-text: Ὁ κ. Γεώργιος Ε. Μεταξᾶκης καί ἡ δ. Ἑλένη Δημ. Κουκουλέτση ἀντήλλαξαν δακτυλίους ἀρραβώνων. Ὁ κ. Ἀλέξανδρος Π. Παπαδόπουλος καί ἡ δ. Μαρία Χρυσοστόμου. Εὐχαριστοῦμε θερμῶς ὅλους τούς φίλους καί γνωστούς... [1005, 781, 1180, 917]
prosklisis-logo: ΠΡΟΣΚΛΗΣΕΙΣ [1006, 1611, 1179, 1640]
filler-text: Ὁ κ. Γεώργιος Ε. Μεταξᾶκης καί ἡ δ. Ἑλένη Δημ. Κουκουλέτση ἀντήλλαξαν δακτυλίους ἀρραβώνων. Ὁ κ. Ἀλέξανδρος Π. Παπαδόπουλος καί ἡ δ. Μαρία Χρυσοστόμου. Εὐχαριστοῦμε θερμῶς ὅλους τούς φίλους καί γνωστούς... [1005, 1294, 1180, 1429]
syncharitiria: Συγχαρητήρια [1053, 600, 1133, 615]
column-divider [627, 19, 628, 2303]
anekdoto-title: ΠΟΛΥ ΣΩΣΤΑ [681, 239, 756, 254]
crossword-cell [1522, 249, 1538, 265]
cinema-list-1 [392, 284, 622, 438]
crossword-num: 8 [1500, 139, 1507, 150]
crossword-cell [1475, 233, 1491, 249]
cinema-item: ΑΝΑΤΟΛΙΑ: «Τά μεγαλύτερα ὄνειρα». [391, 315, 590, 327]
filler-text: Ὁ κ. Γεώργιος Ε. Μεταξᾶκης καί ἡ δ. Ἑλένη Δημ. Κουκουλέτση ἀντήλλαξαν δακτυλίους ἀρραβώνων. Ὁ κ. Ἀλέξανδρος Π. Παπαδόπουλος καί ἡ δ. Μαρία Χρυσοστόμου. Εὐχαριστοῦμε θερμῶς ὅλους τούς φίλους καί γνωστούς... [1194, 653, 1367, 789]
stichos-text: Τήν μέρα μονότονη πέρασε ἄλλη μία ἀπό τίς μέρες, Στά τζάμια βροχή... [632, 136, 805, 180]
filler-text: Ὁ κ. Γεώργιος Ε. Μεταξᾶκης καί ἡ δ. Ἑλένη Δημ. Κουκουλέτση ἀντήλλαξαν δακτυλίους ἀρραβώνων. Ὁ κ. Ἀλέξανδρος Π. Παπαδόπουλος καί ἡ δ. Μαρία Χρυσοστόμου. Εὐχαριστοῦμε θερμῶς ὅλους τούς φίλους καί γνωστούς... [632, 1057, 805, 1193]
social-logo: ΚΟΙΝΩΝΙΚΑ [1006, 83, 1179, 113]
cinema-item: ΑΠΟΛΛΩΝ: «Τό μυστικό τοῦ κάστρου». [391, 330, 600, 343]
column-c [1000, 77, 1179, 1978]
crossword-cell [1491, 233, 1506, 249]
radio-sub-2: ΣΤΑΘΜΟΣ Γ.Σ. ΣΤΡΑΤΟΥ [651, 837, 786, 852]
filler-text: Ὁ κ. Γεώργιος Ε. Μεταξᾶκης καί ἡ δ. Ἑλένη Δημ. Κουκουλέτση ἀντήλλαξαν δακτυλίους ἀρραβώνων. Ὁ κ. Ἀλέξανδρος Π. Παπαδόπουλος καί ἡ δ. Μαρία Χρυσοστόμου. Εὐχαριστοῦμε θερμῶς ὅλους τούς φίλους καί γνωστούς... [1381, 663, 1553, 798]
editor-label: Διευθυντής Συντάξεως [453, 105, 562, 117]
crossword-cell [1444, 186, 1459, 202]
cinema-item: ΕΣΠΕΡΟΣ: «Τό νησί τῶν ψαράδων». [391, 487, 584, 500]
dialysis: Διάλυσις ἀρραβώνων [1031, 762, 1154, 776]
filler-text: Ὁ κ. Γεώργιος Ε. Μεταξᾶκης καί ἡ δ. Ἑλένη Δημ. Κουκουλέτση ἀντήλλαξαν δακτυλίους ἀρραβώνων. Ὁ κ. Ἀλέξανδρος Π. Παπαδόπουλος καί ἡ δ. Μαρία Χρυσοστόμου. Εὐχαριστοῦμε θερμῶς ὅλους τούς φίλους καί γνωστούς... [323, 1101, 622, 1175]
date-month: ΙΑΝΟΥΑΡΙΟΥ [453, 65, 562, 84]
crossword-cell [1522, 186, 1538, 202]
